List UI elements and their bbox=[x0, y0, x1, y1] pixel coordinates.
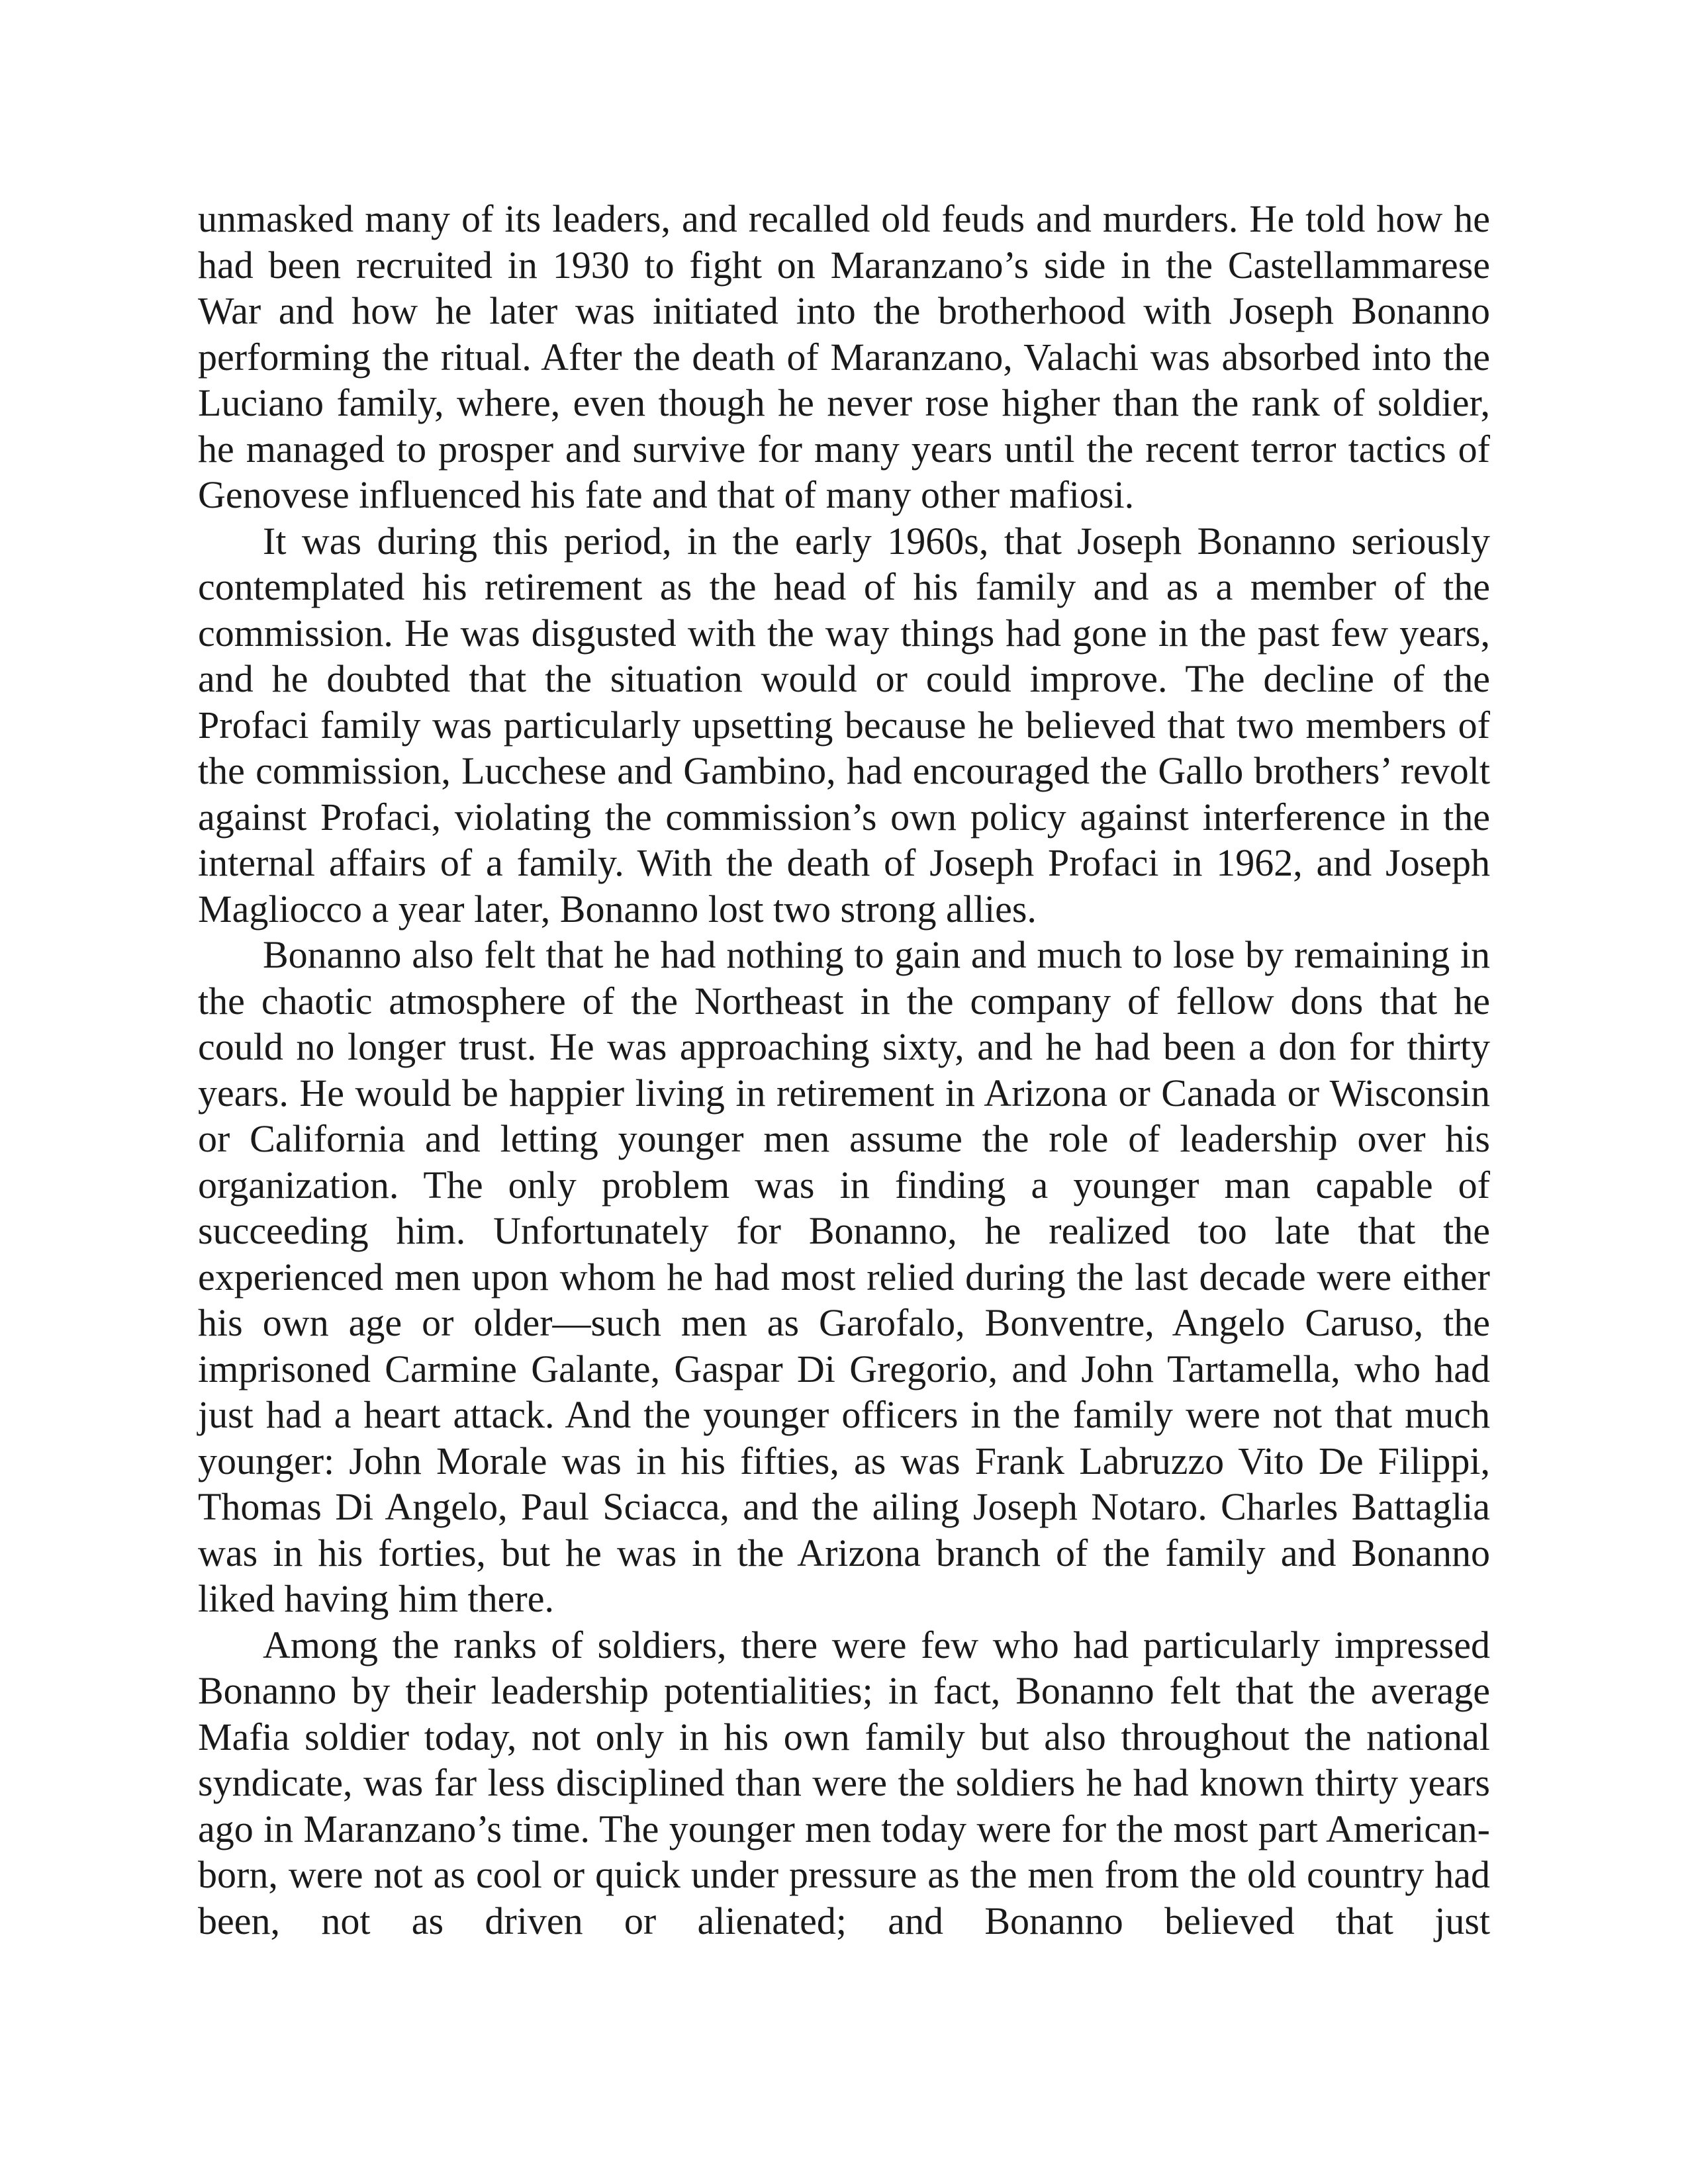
paragraph-continued: unmasked many of its leaders, and recalled old feuds and murders. He told how he had been recruited in 1930 to fight on Maranzano’s side in the Castellammarese War and how he later was initiated into the brotherhood with Joseph Bonanno performing the ritual. After the death of Maranzano, Valachi was absorbed into the Luciano family, where, even though he never rose higher than the rank of soldier, he managed to prosper and survive for many years until the recent terror tactics of Genovese influenced his fate and that of many other mafiosi. bbox=[198, 197, 1490, 516]
paragraph-soldiers: Among the ranks of soldiers, there were few who had particularly impressed Bonanno by their leadership potentialities; in fact, Bonanno felt that the average Mafia soldier today, not only in his own family but also throughout the national syndicate, was far less disciplined than were the soldiers he had known thirty years ago in Maranzano’s time. The younger men today were for the most part American-born, were not as cool or quick under pressure as the men from the old country had been, not as driven or alienated; and Bonanno believed that just bbox=[198, 1623, 1490, 1942]
paragraph-retirement: It was during this period, in the early 1960s, that Joseph Bonanno seriously contemplated his retirement as the head of his family and as a member of the commission. He was disgusted with the way things had gone in the past few years, and he doubted that the situation would or could improve. The decline of the Profaci family was particularly upsetting because he believed that two members of the commission, Lucchese and Gambino, had encouraged the Gallo brothers’ revolt against Profaci, violating the commission’s own policy against interference in the internal affairs of a family. With the death of Joseph Profaci in 1962, and Joseph Magliocco a year later, Bonanno lost two strong allies. bbox=[198, 519, 1490, 931]
paragraph-succession: Bonanno also felt that he had nothing to gain and much to lose by remaining in the chaotic atmosphere of the Northeast in the company of fellow dons that he could no longer trust. He was approaching sixty, and he had been a don for thirty years. He would be happier living in retirement in Arizona or Canada or Wisconsin or California and letting younger men assume the role of leadership over his organization. The only problem was in finding a younger man capable of succeeding him. Unfortunately for Bonanno, he realized too late that the experienced men upon whom he had most relied during the last decade were either his own age or older—such men as Garofalo, Bonventre, Angelo Caruso, the imprisoned Carmine Galante, Gaspar Di Gregorio, and John Tartamella, who had just had a heart attack. And the younger officers in the family were not that much younger: John Morale was in his fifties, as was Frank Labruzzo Vito De Filippi, Thomas Di Angelo, Paul Sciacca, and the ailing Joseph Notaro. Charles Battaglia was in his forties, but he was in the Arizona branch of the family and Bonanno liked having him there. bbox=[198, 933, 1490, 1620]
body-text bbox=[198, 196, 1490, 1944]
